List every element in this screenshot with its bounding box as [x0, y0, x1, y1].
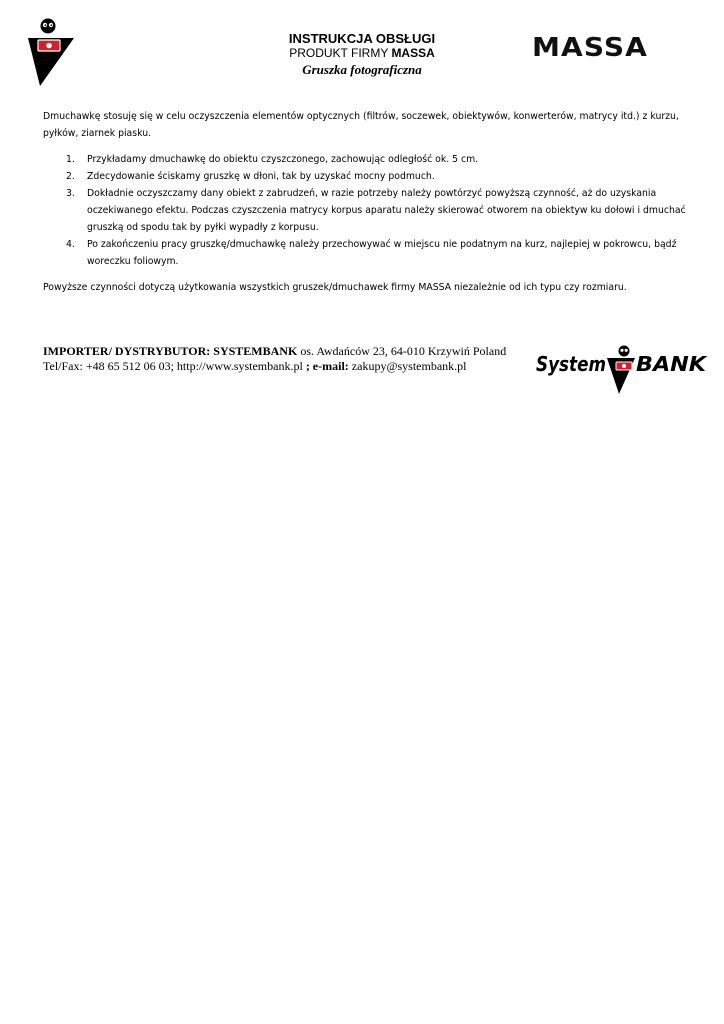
product-line — [240, 46, 484, 61]
step-text: Po zakończeniu pracy gruszkę/dmuchawkę należy przechowywać w miejscu nie podatnym na kurz, najlepiej w pokrowcu, bądź woreczku foliowym. — [87, 239, 677, 267]
email-label: ; e-mail: — [305, 359, 349, 373]
contact-line — [43, 359, 533, 374]
step-text: Przykładamy dmuchawkę do obiektu czyszczonego, zachowując odległość ok. 5 cm. — [87, 154, 479, 165]
step-number: 1. — [66, 154, 75, 165]
step-number: 3. — [66, 188, 75, 199]
header-block — [240, 31, 484, 78]
product-brand: MASSA — [391, 46, 435, 60]
importer-address: os. Awdańców 23, 64-010 Krzywiń Poland — [297, 344, 507, 358]
steps-list — [43, 151, 689, 270]
massa-logo — [530, 30, 652, 62]
importer-footer — [43, 344, 533, 374]
list-item — [43, 168, 689, 185]
mascot-icon — [607, 346, 635, 395]
importer-line — [43, 344, 533, 359]
intro-paragraph: Dmuchawkę stosuję się w celu oczyszczenia elementów optycznych (filtrów, soczewek, obiektywów, konwerterów, matrycy itd.) z kurzu, pyłków, ziarnek piasku. — [43, 111, 679, 139]
list-item — [43, 236, 689, 270]
massa-logo-text: MASSA — [532, 33, 648, 62]
closing-paragraph: Powyższe czynności dotyczą użytkowania wszystkich gruszek/dmuchawek firmy MASSA niezależnie od ich typu czy rozmiaru. — [43, 282, 627, 293]
product-prefix: PRODUKT FIRMY — [289, 46, 392, 60]
contact-tel: Tel/Fax: +48 65 512 06 03; http://www.systembank.pl — [43, 359, 306, 373]
list-item — [43, 185, 689, 236]
document-title: INSTRUKCJA OBSŁUGI — [288, 31, 436, 46]
step-text: Zdecydowanie ściskamy gruszkę w dłoni, tak by uzyskać mocny podmuch. — [87, 171, 435, 182]
instructions-content — [43, 108, 689, 296]
importer-label: IMPORTER/ DYSTRYBUTOR: SYSTEMBANK — [43, 344, 298, 358]
list-item — [43, 151, 689, 168]
systembank-logo — [535, 344, 710, 399]
systembank-logo-right: BANK — [636, 352, 708, 376]
product-name: Gruszka fotograficzna — [302, 62, 422, 77]
step-number: 4. — [66, 239, 75, 250]
step-text: Dokładnie oczyszczamy dany obiekt z zabrudzeń, w razie potrzeby należy powtórzyć powyższą czynność, aż do uzyskania oczekiwanego efektu. Podczas czyszczenia matrycy korpus aparatu należy skierować otworem na obiektyw ku dołowi i dmuchać gruszką od spodu tak by pyłki wypadły z korpusu. — [87, 188, 686, 233]
step-number: 2. — [66, 171, 75, 182]
contact-email: zakupy@systembank.pl — [348, 359, 467, 373]
mascot-logo — [26, 18, 76, 88]
systembank-logo-left: System — [536, 352, 606, 376]
